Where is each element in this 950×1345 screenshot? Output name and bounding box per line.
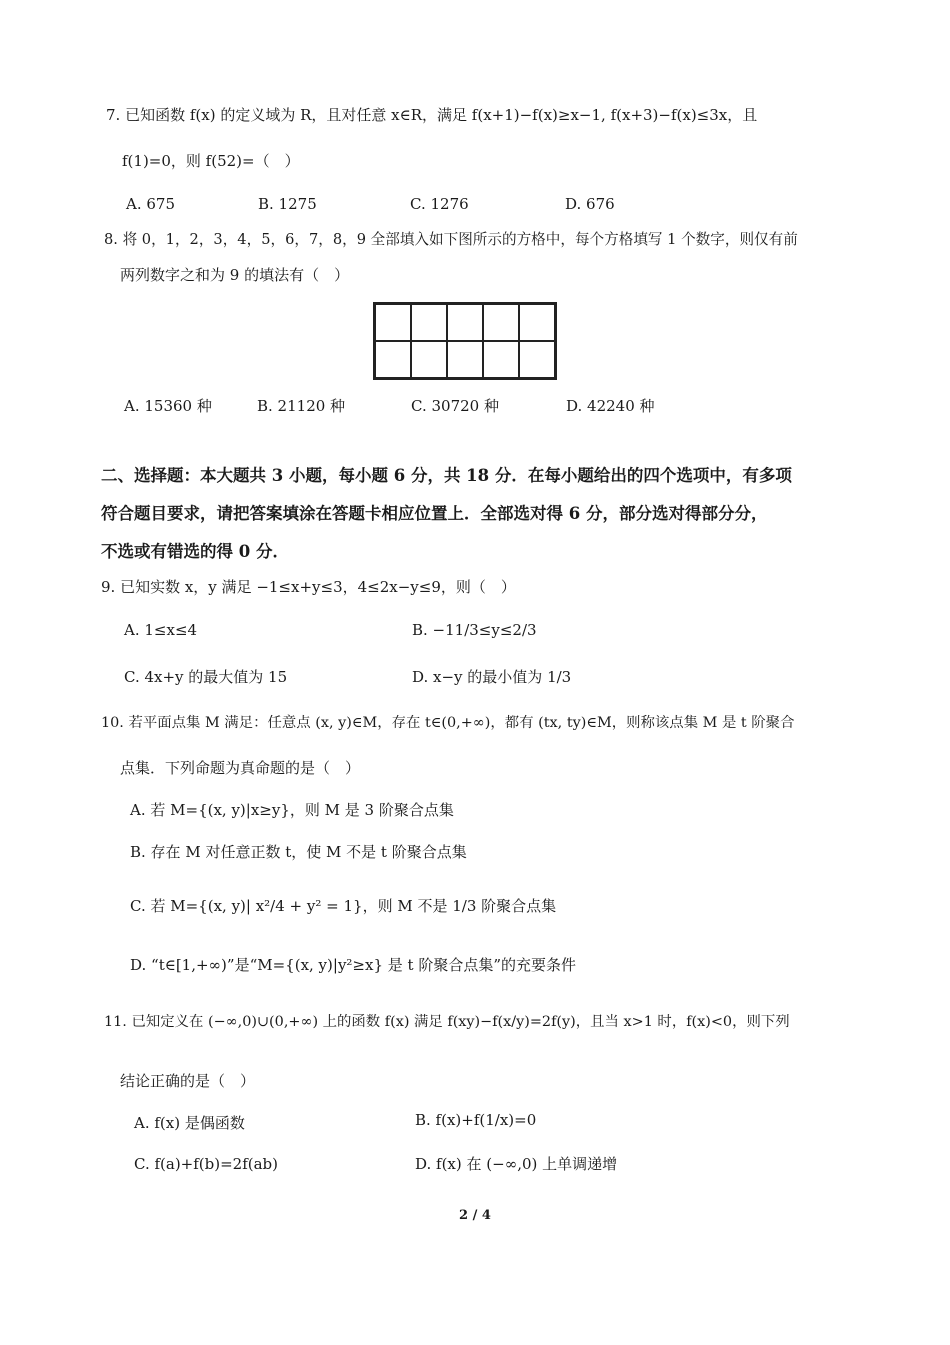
grid-cell	[519, 304, 555, 341]
q7-option-c: C. 1276	[410, 195, 469, 213]
q10-option-c: C. 若 M={(x, y)| x²/4 + y² = 1}，则 M 不是 1/3 阶聚合点集	[130, 897, 557, 915]
grid-cell	[483, 341, 519, 378]
grid-cell	[411, 304, 447, 341]
section2-heading-line2: 符合题目要求，请把答案填涂在答题卡相应位置上．全部选对得 6 分，部分选对得部分分，	[101, 504, 768, 523]
q10-option-d: D. “t∈[1,+∞)”是“M={(x, y)|y²≥x} 是 t 阶聚合点集”的充要条件	[130, 956, 577, 974]
section2-heading-line1: 二、选择题：本大题共 3 小题，每小题 6 分，共 18 分．在每小题给出的四个选项中，有多项	[101, 466, 792, 485]
q8-option-d: D. 42240 种	[566, 397, 655, 415]
q8-option-b: B. 21120 种	[257, 397, 346, 415]
q7-option-a: A. 675	[126, 195, 175, 213]
q10-stem-line1: 10. 若平面点集 M 满足：任意点 (x, y)∈M，存在 t∈(0,+∞)，都有 (tx, ty)∈M，则称该点集 M 是 t 阶聚合	[101, 715, 795, 731]
q9-option-a: A. 1≤x≤4	[124, 621, 198, 639]
q11-stem-line1: 11. 已知定义在 (−∞,0)∪(0,+∞) 上的函数 f(x) 满足 f(xy)−f(x/y)=2f(y)，且当 x>1 时，f(x)<0，则下列	[104, 1014, 790, 1030]
grid-cell	[519, 341, 555, 378]
q11-option-d: D. f(x) 在 (−∞,0) 上单调递增	[415, 1155, 618, 1173]
q8-option-c: C. 30720 种	[411, 397, 499, 415]
q8-stem-line1: 8. 将 0，1，2，3，4，5，6，7，8，9 全部填入如下图所示的方格中，每个方格填写 1 个数字，则仅有前	[104, 231, 798, 248]
q7-stem-line1: 7. 已知函数 f(x) 的定义域为 R，且对任意 x∈R，满足 f(x+1)−f(x)≥x−1, f(x+3)−f(x)≤3x，且	[106, 106, 758, 124]
q11-option-b: B. f(x)+f(1/x)=0	[415, 1111, 537, 1129]
digit-grid	[373, 302, 557, 380]
q11-option-a: A. f(x) 是偶函数	[134, 1114, 245, 1132]
grid-cell	[375, 304, 411, 341]
q9-stem: 9. 已知实数 x，y 满足 −1≤x+y≤3，4≤2x−y≤9，则（ ）	[101, 578, 516, 596]
section2-heading-line3: 不选或有错选的得 0 分．	[101, 542, 289, 561]
page-number: 2 / 4	[459, 1208, 491, 1223]
grid-cell	[447, 341, 483, 378]
q10-stem-line2: 点集．下列命题为真命题的是（ ）	[120, 759, 361, 777]
q7-option-d: D. 676	[565, 195, 615, 213]
q11-option-c: C. f(a)+f(b)=2f(ab)	[134, 1155, 279, 1173]
q7-option-b: B. 1275	[258, 195, 317, 213]
q7-stem-line2: f(1)=0，则 f(52)=（ ）	[122, 152, 300, 170]
q8-stem-line2: 两列数字之和为 9 的填法有（ ）	[120, 266, 350, 284]
q11-stem-line2: 结论正确的是（ ）	[120, 1072, 256, 1090]
grid-cell	[447, 304, 483, 341]
q10-option-b: B. 存在 M 对任意正数 t，使 M 不是 t 阶聚合点集	[130, 843, 467, 861]
q8-option-a: A. 15360 种	[124, 397, 212, 415]
grid-cell	[411, 341, 447, 378]
grid-cell	[483, 304, 519, 341]
q9-option-b: B. −11/3≤y≤2/3	[412, 621, 537, 639]
grid-cell	[375, 341, 411, 378]
q9-option-d: D. x−y 的最小值为 1/3	[412, 668, 572, 686]
q10-option-a: A. 若 M={(x, y)|x≥y}，则 M 是 3 阶聚合点集	[130, 801, 454, 819]
q9-option-c: C. 4x+y 的最大值为 15	[124, 668, 288, 686]
